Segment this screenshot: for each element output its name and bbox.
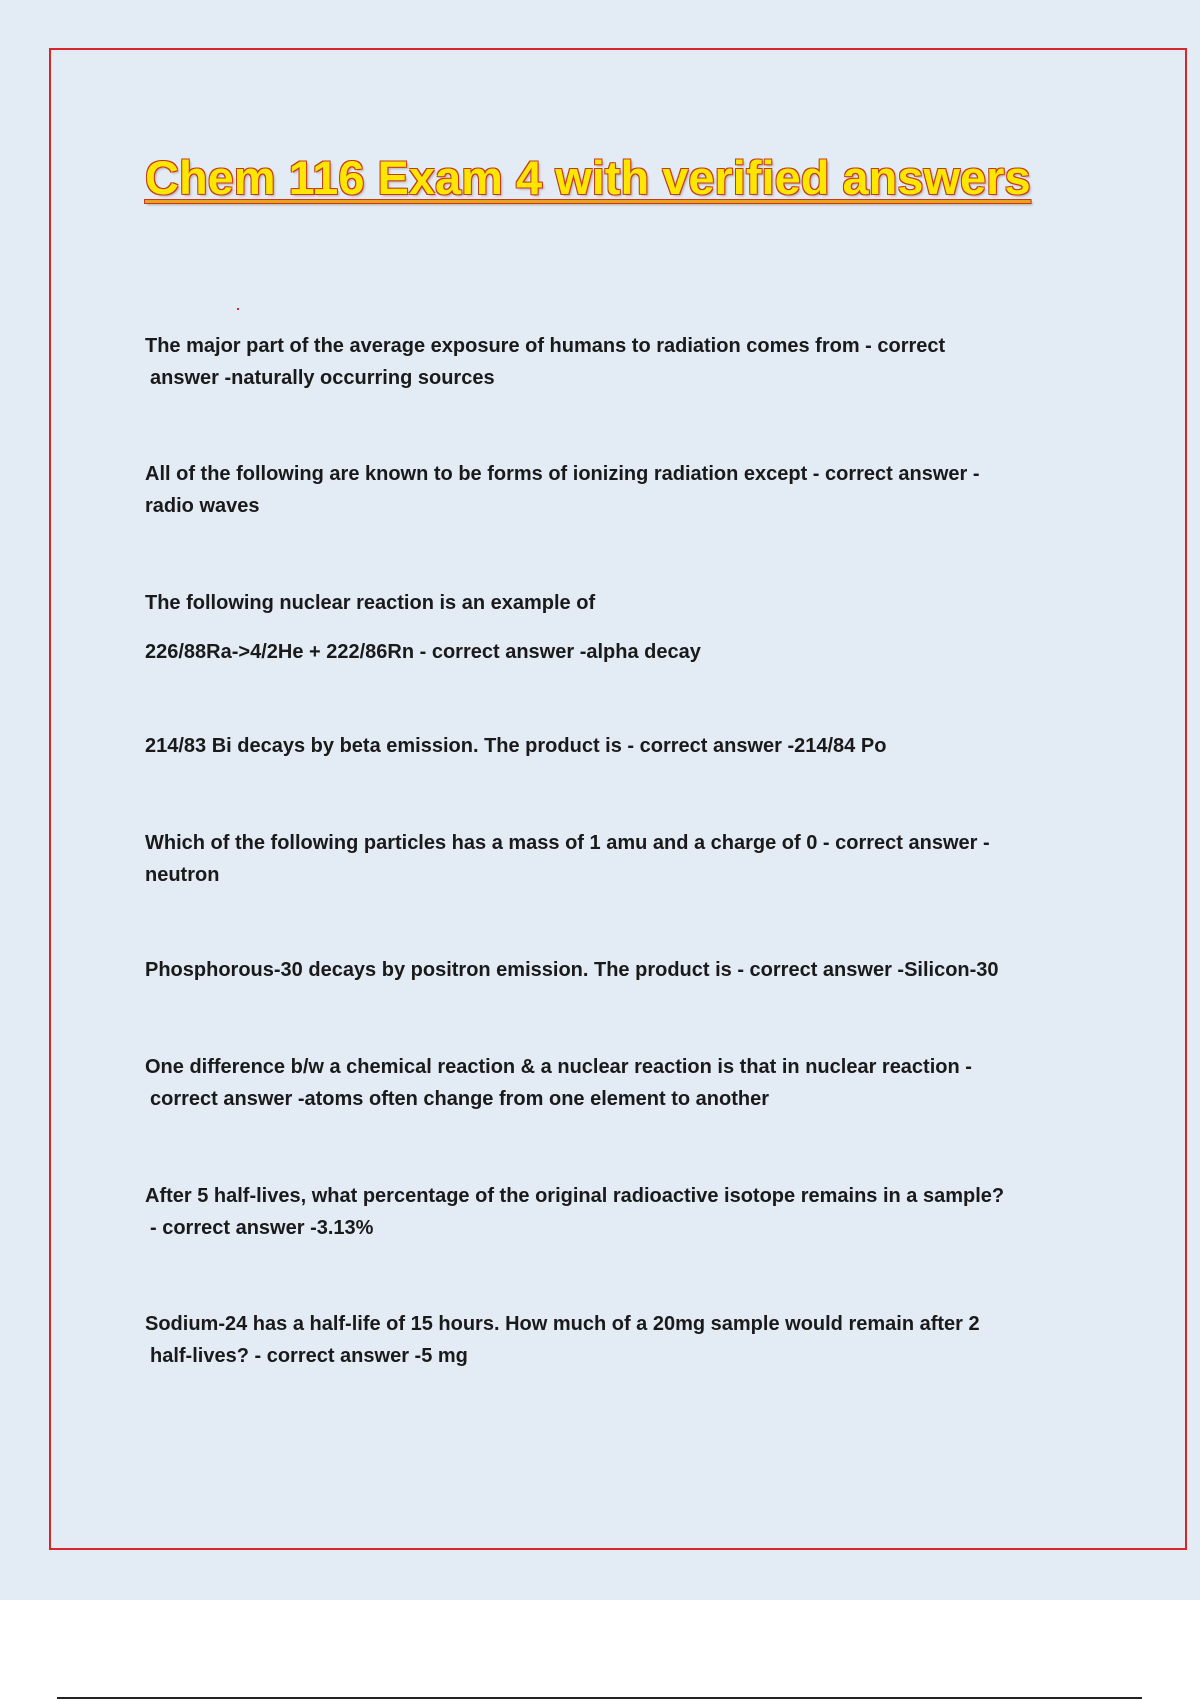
- question-8-line-2: - correct answer -3.13%: [150, 1217, 374, 1239]
- question-6: [145, 954, 1085, 986]
- question-3-line-2: 226/88Ra->4/2He + 222/86Rn - correct answer -alpha decay: [145, 641, 701, 663]
- question-5-line-1: Which of the following particles has a mass of 1 amu and a charge of 0 - correct answer -: [145, 832, 990, 854]
- question-3-line-1: The following nuclear reaction is an example of: [145, 592, 596, 614]
- question-1: [145, 330, 1085, 394]
- question-5-line-2: neutron: [145, 864, 220, 886]
- question-4: [145, 730, 1085, 762]
- question-9-line-2: half-lives? - correct answer -5 mg: [150, 1345, 468, 1367]
- question-1-line-2: answer -naturally occurring sources: [150, 367, 495, 389]
- question-1-line-1: The major part of the average exposure of humans to radiation comes from - correct: [145, 335, 946, 357]
- question-2-line-2: radio waves: [145, 495, 260, 517]
- question-2-line-1: All of the following are known to be forms of ionizing radiation except - correct answer -: [145, 463, 980, 485]
- question-8-line-1: After 5 half-lives, what percentage of the original radioactive isotope remains in a sample?: [145, 1185, 1005, 1207]
- question-9: [145, 1308, 1085, 1372]
- question-5: [145, 827, 1085, 891]
- question-9-line-1: Sodium-24 has a half-life of 15 hours. How much of a 20mg sample would remain after 2: [145, 1313, 980, 1335]
- question-6-line-1: Phosphorous-30 decays by positron emission. The product is - correct answer -Silicon-30: [145, 959, 999, 981]
- question-2: [145, 458, 1085, 522]
- footer-rule: [57, 1697, 1142, 1699]
- question-7-line-2: correct answer -atoms often change from one element to another: [150, 1088, 770, 1110]
- question-3: [145, 587, 1085, 668]
- stray-red-dot: [237, 308, 239, 310]
- question-8: [145, 1180, 1085, 1244]
- document-title: Chem 116 Exam 4 with verified answers: [145, 151, 1031, 204]
- question-7: [145, 1051, 1085, 1115]
- question-4-line-1: 214/83 Bi decays by beta emission. The product is - correct answer -214/84 Po: [145, 735, 887, 757]
- question-7-line-1: One difference b/w a chemical reaction & a nuclear reaction is that in nuclear reaction -: [145, 1056, 972, 1078]
